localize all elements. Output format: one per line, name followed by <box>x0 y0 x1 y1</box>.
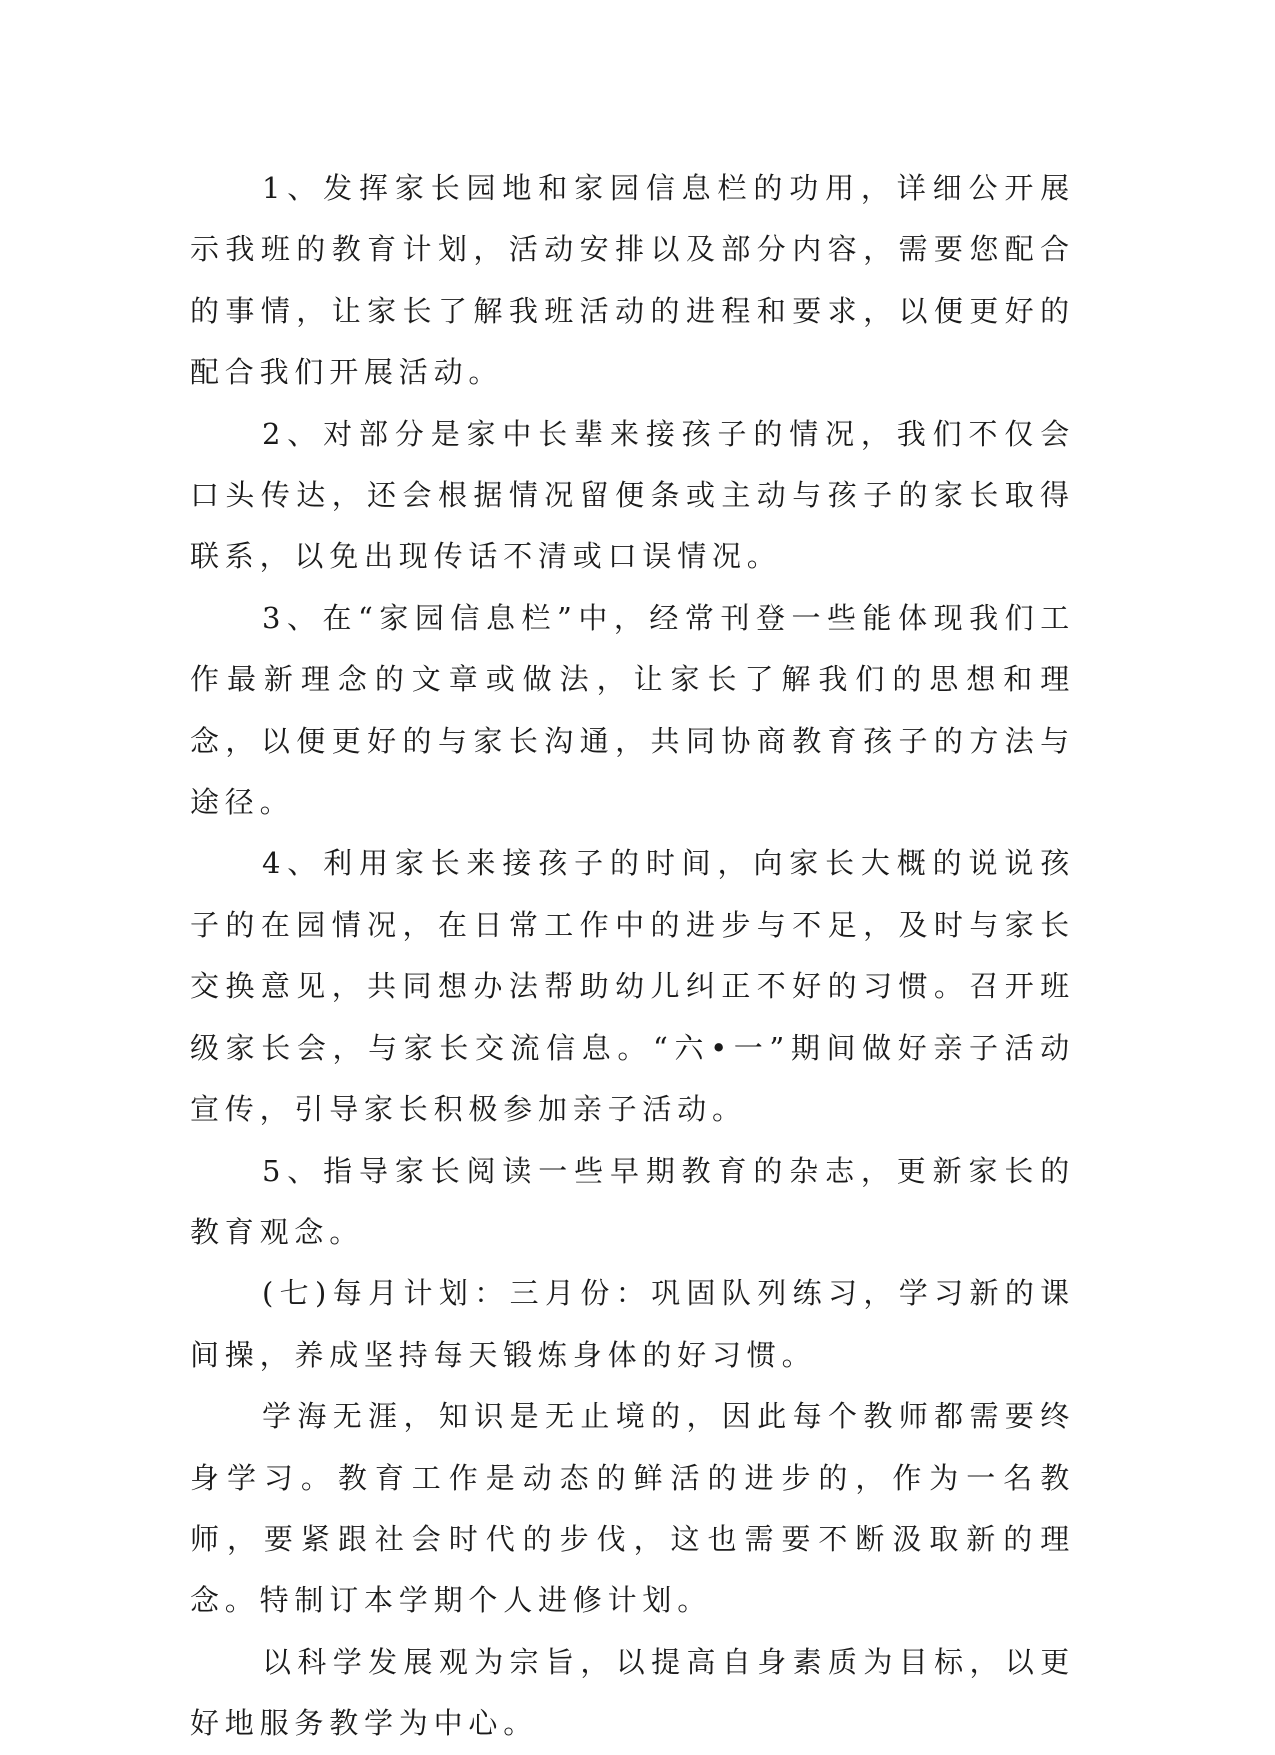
paragraph-5: 5、指导家长阅读一些早期教育的杂志，更新家长的教育观念。 <box>190 1153 1075 1249</box>
paragraph-2: 2、对部分是家中长辈来接孩子的情况，我们不仅会口头传达，还会根据情况留便条或主动与孩子的家长取得联系，以免出现传话不清或口误情况。 <box>190 416 1075 574</box>
document-body <box>190 158 1075 1755</box>
paragraph-6: (七)每月计划：三月份：巩固队列练习，学习新的课间操，养成坚持每天锻炼身体的好习惯。 <box>190 1276 1075 1372</box>
paragraph-7: 学海无涯，知识是无止境的，因此每个教师都需要终身学习。教育工作是动态的鲜活的进步的，作为一名教师，要紧跟社会时代的步伐，这也需要不断汲取新的理念。特制订本学期个人进修计划。 <box>190 1399 1075 1618</box>
paragraph-1: 1、发挥家长园地和家园信息栏的功用，详细公开展示我班的教育计划，活动安排以及部分内容，需要您配合的事情，让家长了解我班活动的进程和要求，以便更好的配合我们开展活动。 <box>190 171 1075 390</box>
paragraph-4: 4、利用家长来接孩子的时间，向家长大概的说说孩子的在园情况，在日常工作中的进步与不足，及时与家长交换意见，共同想办法帮助幼儿纠正不好的习惯。召开班级家长会，与家长交流信息。“六•一”期间做好亲子活动宣传，引导家长积极参加亲子活动。 <box>190 846 1075 1127</box>
paragraph-3: 3、在“家园信息栏”中，经常刊登一些能体现我们工作最新理念的文章或做法，让家长了解我们的思想和理念，以便更好的与家长沟通，共同协商教育孩子的方法与途径。 <box>190 600 1075 820</box>
paragraph-8: 以科学发展观为宗旨，以提高自身素质为目标，以更好地服务教学为中心。 <box>190 1644 1075 1741</box>
